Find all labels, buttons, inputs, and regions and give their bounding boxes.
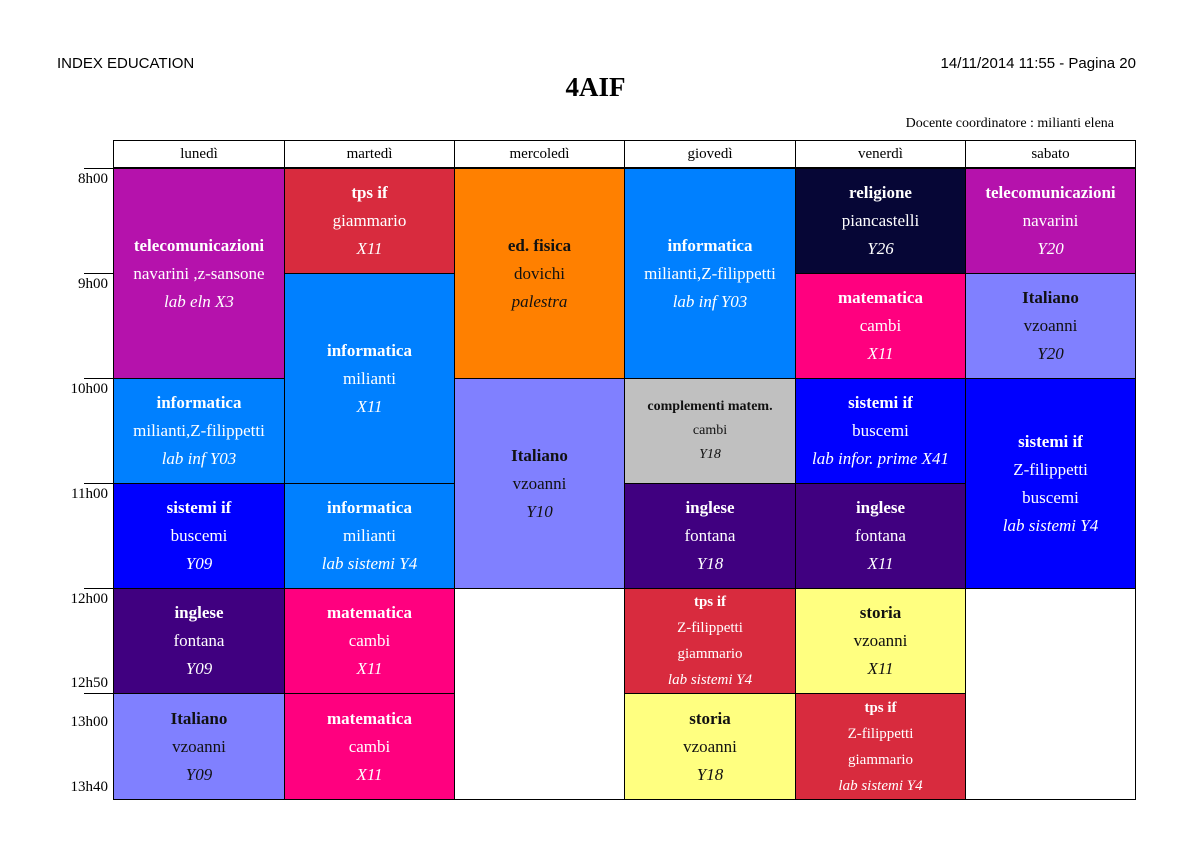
lesson-subject: telecomunicazioni <box>133 235 265 255</box>
time-label-13h40: 13h40 <box>70 779 108 795</box>
time-label-13h00: 13h00 <box>70 714 108 730</box>
lesson-subject: ed. fisica <box>507 235 572 255</box>
lesson-cell[interactable] <box>113 588 285 694</box>
lesson-subject: inglese <box>174 603 224 622</box>
lesson-teacher-2: buscemi <box>1022 487 1079 507</box>
lesson-subject: complementi matem. <box>647 399 773 414</box>
lesson-cell[interactable] <box>624 168 796 379</box>
lesson-teacher: vzoanni <box>172 736 226 756</box>
lesson-cell[interactable] <box>113 483 285 589</box>
lesson-teacher: milianti,Z-filippetti <box>133 421 265 440</box>
lesson-subject: sistemi if <box>1018 431 1083 451</box>
lesson-subject: sistemi if <box>848 393 913 412</box>
lesson-teacher: cambi <box>859 316 902 335</box>
lesson-teacher-2: giammario <box>848 751 913 768</box>
lesson-subject: Italiano <box>170 708 228 728</box>
lesson-subject: Italiano <box>511 445 568 465</box>
lesson-subject: informatica <box>327 340 412 360</box>
lesson-teacher: cambi <box>692 423 728 438</box>
time-label-9h00: 9h00 <box>78 276 108 292</box>
lesson-room: X11 <box>356 659 383 678</box>
lesson-teacher: cambi <box>348 631 391 650</box>
lesson-room: X11 <box>356 239 383 258</box>
lesson-cell[interactable] <box>795 483 966 589</box>
lesson-cell[interactable] <box>284 588 455 694</box>
lesson-cell[interactable] <box>795 168 966 274</box>
lesson-room: X11 <box>867 659 894 678</box>
lesson-room: Y18 <box>696 554 724 573</box>
lesson-subject: informatica <box>327 498 412 517</box>
lesson-teacher: buscemi <box>852 421 909 440</box>
lesson-teacher: buscemi <box>170 526 228 545</box>
lesson-room: lab inf Y03 <box>672 291 748 311</box>
class-title: 4AIF <box>565 72 626 102</box>
time-label-12h50: 12h50 <box>70 675 108 691</box>
lesson-cell[interactable] <box>624 588 796 694</box>
lesson-subject: inglese <box>685 498 735 517</box>
time-tick <box>84 168 114 169</box>
lesson-cell[interactable] <box>624 378 796 484</box>
lesson-cell[interactable] <box>113 693 285 800</box>
lesson-subject: telecomunicazioni <box>985 183 1116 202</box>
lesson-teacher: Z-filippetti <box>847 725 914 742</box>
lesson-teacher: vzoanni <box>853 631 908 650</box>
day-header-giovedi: giovedì <box>624 140 796 168</box>
empty-slot <box>965 588 1136 800</box>
lesson-subject: matematica <box>327 708 412 728</box>
lesson-subject: informatica <box>667 235 753 255</box>
lesson-room: Y18 <box>699 447 721 462</box>
lesson-room: Y09 <box>185 659 213 678</box>
lesson-cell[interactable] <box>795 378 966 484</box>
lesson-room: Y10 <box>526 501 553 521</box>
lesson-teacher: vzoanni <box>512 473 567 493</box>
time-tick <box>84 588 114 589</box>
time-tick <box>84 693 114 694</box>
lesson-room: lab sistemi Y4 <box>1002 515 1099 535</box>
lesson-cell[interactable] <box>284 483 455 589</box>
day-header-venerdi: venerdì <box>795 140 966 168</box>
lesson-cell[interactable] <box>965 273 1136 379</box>
lesson-subject: inglese <box>855 498 906 517</box>
lesson-teacher: milianti <box>343 368 396 388</box>
lesson-teacher: fontana <box>684 526 736 545</box>
lesson-subject: Italiano <box>1022 288 1079 307</box>
day-header-mercoledi: mercoledì <box>454 140 625 168</box>
time-label-8h00: 8h00 <box>78 171 108 187</box>
lesson-cell[interactable] <box>965 378 1136 589</box>
lesson-cell[interactable] <box>454 168 625 379</box>
lesson-teacher: piancastelli <box>841 211 920 230</box>
lesson-cell[interactable] <box>795 693 966 800</box>
lesson-subject: tps if <box>693 594 727 610</box>
lesson-subject: matematica <box>838 288 923 307</box>
lesson-room: X11 <box>356 396 383 416</box>
lesson-room: Y09 <box>185 554 213 573</box>
lesson-room: X11 <box>867 554 894 573</box>
lesson-room: palestra <box>511 291 568 311</box>
time-label-11h00: 11h00 <box>71 486 108 502</box>
lesson-teacher: navarini <box>1022 211 1079 230</box>
lesson-subject: tps if <box>351 183 388 202</box>
lesson-cell[interactable] <box>624 693 796 800</box>
lesson-teacher: dovichi <box>514 263 565 283</box>
lesson-room: lab eln X3 <box>164 291 234 311</box>
lesson-teacher: milianti <box>343 526 396 545</box>
lesson-teacher: vzoanni <box>683 736 737 756</box>
lesson-room: Y26 <box>867 239 894 258</box>
lesson-cell[interactable] <box>284 693 455 800</box>
timetable-grid <box>113 140 1136 800</box>
lesson-cell[interactable] <box>113 168 285 379</box>
lesson-teacher: fontana <box>855 526 906 545</box>
time-tick <box>84 273 114 274</box>
day-header-sabato: sabato <box>965 140 1136 168</box>
publisher-label: INDEX EDUCATION <box>57 55 195 72</box>
lesson-subject: storia <box>859 603 902 622</box>
lesson-subject: sistemi if <box>166 498 232 517</box>
lesson-subject: matematica <box>327 603 412 622</box>
lesson-room: X11 <box>867 344 894 363</box>
lesson-teacher: Z-filippetti <box>677 620 743 636</box>
lesson-teacher: milianti,Z-filippetti <box>644 263 776 283</box>
lesson-room: lab sistemi Y4 <box>667 672 753 688</box>
lesson-subject: storia <box>689 708 731 728</box>
time-label-12h00: 12h00 <box>70 591 108 607</box>
print-date-page: 14/11/2014 11:55 - Pagina 20 <box>940 55 1136 72</box>
lesson-room: Y09 <box>185 764 213 784</box>
empty-slot <box>454 588 625 800</box>
lesson-cell[interactable] <box>795 273 966 379</box>
time-tick <box>84 378 114 379</box>
lesson-cell[interactable] <box>795 588 966 694</box>
lesson-subject: tps if <box>864 699 897 716</box>
time-label-10h00: 10h00 <box>70 381 108 397</box>
lesson-room: Y18 <box>696 764 724 784</box>
lesson-room: Y20 <box>1037 344 1064 363</box>
lesson-room: lab infor. prime X41 <box>812 449 949 468</box>
coordinator-label: Docente coordinatore : milianti elena <box>905 116 1114 131</box>
lesson-cell[interactable] <box>284 168 455 274</box>
lesson-subject: religione <box>849 183 912 202</box>
lesson-cell[interactable] <box>965 168 1136 274</box>
lesson-teacher: vzoanni <box>1023 316 1078 335</box>
lesson-room: X11 <box>356 764 383 784</box>
day-header-lunedi: lunedì <box>113 140 285 168</box>
time-tick <box>84 483 114 484</box>
lesson-room: lab inf Y03 <box>161 449 237 468</box>
day-header-martedi: martedì <box>284 140 455 168</box>
lesson-teacher: navarini ,z-sansone <box>133 263 265 283</box>
lesson-cell[interactable] <box>624 483 796 589</box>
lesson-teacher: fontana <box>173 631 225 650</box>
lesson-teacher-2: giammario <box>677 646 743 662</box>
lesson-teacher: Z-filippetti <box>1013 459 1088 479</box>
lesson-subject: informatica <box>156 393 242 412</box>
lesson-room: lab sistemi Y4 <box>838 777 923 794</box>
lesson-teacher: cambi <box>348 736 391 756</box>
lesson-cell[interactable] <box>284 273 455 484</box>
lesson-room: lab sistemi Y4 <box>321 554 418 573</box>
lesson-cell[interactable] <box>454 378 625 589</box>
lesson-room: Y20 <box>1037 239 1064 258</box>
lesson-cell[interactable] <box>113 378 285 484</box>
lesson-teacher: giammario <box>332 211 407 230</box>
